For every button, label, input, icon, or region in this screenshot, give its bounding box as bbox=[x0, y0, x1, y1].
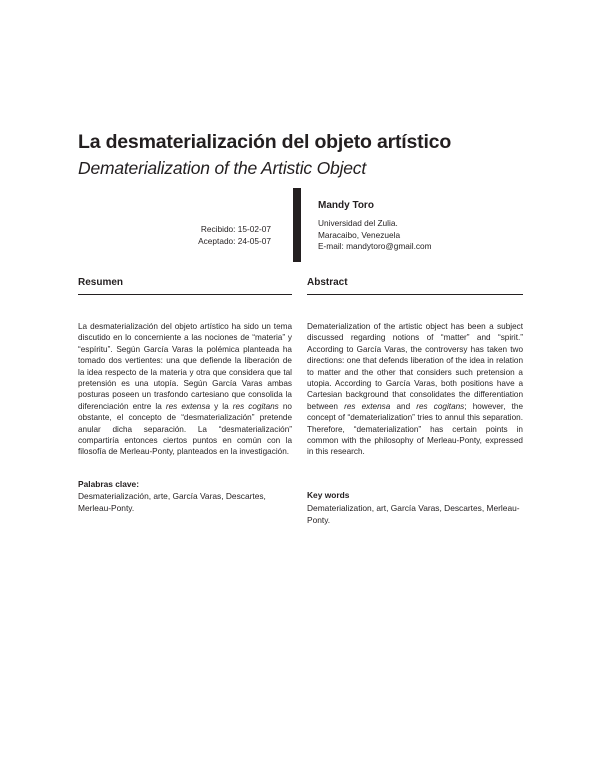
dates-block bbox=[150, 224, 271, 247]
affiliation-city: Maracaibo, Venezuela bbox=[318, 229, 401, 240]
article-subtitle: Dematerialization of the Artistic Object bbox=[78, 158, 366, 178]
resumen-heading: Resumen bbox=[78, 277, 124, 288]
accepted-date: Aceptado: 24-05-07 bbox=[198, 235, 271, 246]
author-affiliation bbox=[318, 218, 432, 253]
resumen-body bbox=[78, 321, 292, 458]
abstract-term-res-cogitans: res cogitans bbox=[416, 401, 465, 411]
resumen-rule bbox=[78, 294, 292, 295]
abstract-body bbox=[307, 321, 523, 458]
resumen-term-res-extensa: res extensa bbox=[165, 401, 211, 411]
resumen-text-1: La desmaterialización del objeto artístico ha sido un tema discutido en lo concerniente a las nociones de “materia” y “espíritu”. Según García Varas la polémica planteada ha tomado dos vertientes: una que defiende la liberación de la idea respecto de la materia y otra que considera que tal pretensión es una utopía. Según García Varas ambas posturas poseen un trasfondo cartesiano que consolida la diferenciación entre la bbox=[78, 322, 292, 411]
resumen-text-2: y la bbox=[210, 401, 233, 411]
resumen-text-3: no obstante, el concepto de “desmaterialización” pretende anular dicha separación. La “desmaterialización” compartiría entonces ciertos puntos en común con la filosofía de Merleau-Ponty, planteados en la investigación. bbox=[78, 401, 292, 457]
abstract-text-2: and bbox=[390, 401, 417, 411]
vertical-divider-bar bbox=[293, 188, 301, 262]
article-title: La desmaterialización del objeto artístico bbox=[78, 131, 452, 153]
affiliation-email: E-mail: mandytoro@gmail.com bbox=[318, 241, 432, 251]
received-date: Recibido: 15-02-07 bbox=[200, 224, 271, 234]
abstract-keywords: Dematerialization, art, García Varas, Descartes, Merleau-Ponty. bbox=[307, 503, 520, 525]
abstract-text-3: ; however, the concept of “dematerialization” tries to annul this separation. Therefore, “dematerialization” has certain points in common with the philosophy of Merleau-Ponty, expressed in this research. bbox=[307, 401, 523, 457]
affiliation-university: Universidad del Zulia. bbox=[318, 218, 398, 228]
abstract-keywords-heading: Key words bbox=[307, 490, 350, 500]
resumen-term-res-cogitans: res cogitans bbox=[232, 401, 279, 411]
abstract-term-res-extensa: res extensa bbox=[344, 401, 391, 411]
resumen-keywords-heading: Palabras clave: bbox=[78, 479, 139, 489]
abstract-rule bbox=[307, 294, 523, 295]
abstract-heading: Abstract bbox=[307, 277, 348, 288]
abstract-text-1: Dematerialization of the artistic object has been a subject discussed regarding notions of “matter” and “spirit.” According to García Varas, the controversy has taken two directions: one that defends liberation of the idea in relation to matter and the other that considers such pretension a utopia. According to García Varas, both positions have a Cartesian background that consolidates the differentiation between bbox=[307, 322, 523, 411]
author-name: Mandy Toro bbox=[318, 200, 374, 211]
resumen-keywords: Desmaterialización, arte, García Varas, Descartes, Merleau-Ponty. bbox=[78, 491, 266, 513]
